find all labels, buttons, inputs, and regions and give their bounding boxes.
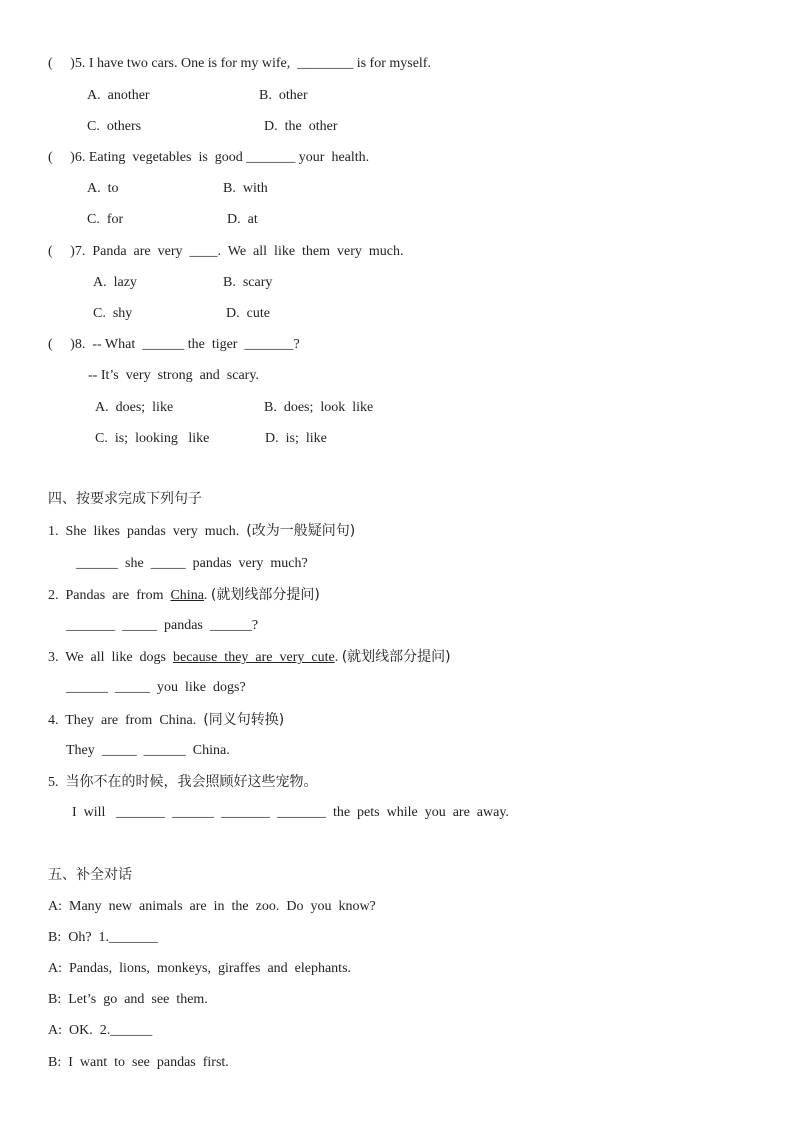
question-5-option-b: B. other [259, 88, 308, 103]
question-8-option-d: D. is; like [265, 431, 327, 446]
sentence-4-instruction: (同义句转换) [203, 712, 285, 728]
sentence-4-text: 4. They are from China. [48, 713, 204, 728]
question-7-option-d: D. cute [226, 306, 270, 321]
sentence-5-chinese: 当你不在的时候，我会照顾好这些宠物。 [65, 774, 318, 790]
dialogue-line-4: B: Let’s go and see them. [48, 992, 208, 1007]
sentence-1-answer-line: ______ she _____ pandas very much? [76, 556, 308, 571]
sentence-3-underlined: because they are very cute [173, 650, 335, 665]
dialogue-line-5: A: OK. 2.______ [48, 1023, 153, 1038]
sentence-2 [48, 586, 320, 605]
sentence-2-instruction: (就划线部分提问) [210, 587, 320, 603]
question-7-option-a: A. lazy [93, 275, 137, 290]
question-7-option-c: C. shy [93, 306, 133, 321]
sentence-4-answer-line: They _____ ______ China. [66, 743, 230, 758]
sentence-2-punct: . [203, 588, 211, 603]
section-5-heading: 五、补全对话 [48, 867, 132, 883]
question-8-option-a: A. does; like [95, 400, 174, 415]
question-6-option-c: C. for [87, 212, 124, 227]
dialogue-line-1: A: Many new animals are in the zoo. Do you know? [48, 899, 376, 914]
question-5-option-d: D. the other [264, 119, 338, 134]
question-6-option-b: B. with [223, 181, 268, 196]
question-5-option-c: C. others [87, 119, 142, 134]
question-6-stem: ( )6. Eating vegetables is good _______ your health. [48, 150, 370, 165]
question-8-stem: ( )8. -- What ______ the tiger _______? [48, 337, 300, 352]
sentence-2-text: 2. Pandas are from [48, 588, 171, 603]
dialogue-line-3: A: Pandas, lions, monkeys, giraffes and elephants. [48, 961, 352, 976]
question-8-option-c: C. is; looking like [95, 431, 210, 446]
question-7-option-b: B. scary [223, 275, 273, 290]
question-6-option-d: D. at [227, 212, 258, 227]
question-5-stem: ( )5. I have two cars. One is for my wife, ________ is for myself. [48, 56, 431, 71]
sentence-5 [48, 773, 318, 792]
sentence-4 [48, 711, 284, 730]
dialogue-line-6: B: I want to see pandas first. [48, 1055, 229, 1070]
sentence-3-instruction: (就划线部分提问) [341, 649, 451, 665]
question-6-option-a: A. to [87, 181, 119, 196]
sentence-5-number: 5. [48, 775, 66, 790]
question-8-option-b: B. does; look like [264, 400, 374, 415]
sentence-2-underlined: China [170, 588, 204, 603]
sentence-3-answer-line: ______ _____ you like dogs? [66, 680, 246, 695]
sentence-3-text: 3. We all like dogs [48, 650, 173, 665]
question-5-option-a: A. another [87, 88, 150, 103]
sentence-3-punct: . [334, 650, 342, 665]
sentence-1 [48, 522, 355, 541]
sentence-2-answer-line: _______ _____ pandas ______? [66, 618, 259, 633]
sentence-5-answer-line: I will _______ ______ _______ _______ the pets while you are away. [72, 805, 509, 820]
sentence-1-text: 1. She likes pandas very much. [48, 524, 247, 539]
sentence-3 [48, 648, 451, 667]
dialogue-line-2: B: Oh? 1._______ [48, 930, 159, 945]
question-8-reply: -- It’s very strong and scary. [88, 368, 259, 383]
question-7-stem: ( )7. Panda are very ____. We all like them very much. [48, 244, 404, 259]
section-4-heading: 四、按要求完成下列句子 [48, 491, 202, 507]
sentence-1-instruction: (改为一般疑问句) [246, 523, 356, 539]
